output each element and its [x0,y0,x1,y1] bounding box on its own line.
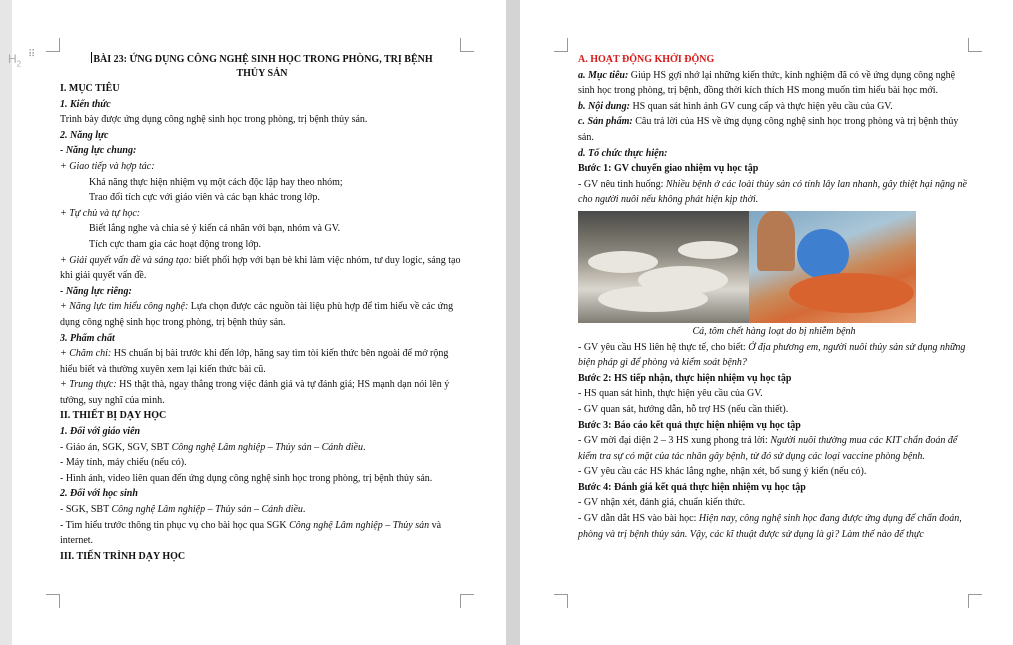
tu-chu-label: + Tự chủ và tự học: [60,207,141,219]
san-pham-paragraph: c. Sản phẩm: Câu trả lời của HS về ứng dụng công nghệ sinh học trong phòng và trị bệnh thủy sản. [578,116,959,143]
buoc-3-heading: Bước 3: Báo cáo kết quả thực hiện nhiệm vụ học tập [578,419,801,431]
trung-thuc-paragraph: + Trung thực: HS thật thà, ngay thẳng trong việc đánh giá và tự đánh giá; HS mạnh dạn nói lên ý tưởng, suy nghĩ của mình. [60,379,450,406]
section-muc-tieu: I. MỤC TIÊU [60,83,120,94]
hs-item-1: - SGK, SBT Công nghệ Lâm nghiệp – Thủy sản – Cánh diều. [60,504,306,516]
gv-item-3: - Hình ảnh, video liên quan đến ứng dụng công nghệ sinh học trong phòng, trị bệnh thủy sản. [60,472,433,484]
tu-chu-item-1: Biết lắng nghe và chia sẻ ý kiến cá nhân với bạn, nhóm và GV. [89,223,341,235]
buoc-4-item-2: - GV dẫn dắt HS vào bài học: Hiện nay, công nghệ sinh học đang được ứng dụng để chẩn đoán, phòng và trị bệnh thủy sản. Vậy, các kĩ thuật được sử dụng là gì? Làm thế nào để thực [578,513,962,540]
sub-nang-luc: 2. Năng lực [60,129,109,141]
section-thiet-bi: II. THIẾT BỊ DẠY HỌC [60,410,167,422]
hs-item-2: - Tìm hiểu trước thông tin phục vụ cho bài học qua SGK Công nghệ Lâm nghiệp – Thủy sản và internet. [60,519,442,547]
crop-mark-bottom-left [554,594,568,608]
sub-doi-voi-hs: 2. Đối với học sinh [60,488,138,500]
kien-thuc-text: Trình bày được ứng dụng công nghệ sinh học trong phòng, trị bệnh thủy sản. [60,114,368,126]
crop-mark-bottom-left [46,594,60,608]
document-page-left[interactable] [12,0,506,645]
dead-shrimp-photo[interactable] [749,211,916,323]
lesson-title: BÀI 23: ỨNG DỤNG CÔNG NGHỆ SINH HỌC TRONG PHÒNG, TRỊ BỆNH THỦY SẢN [93,54,433,79]
buoc-1-situation: - GV nêu tình huống: Nhiều bệnh ở các loài thủy sản có tính lây lan nhanh, gây thiệt hại nặng nề cho người nuôi nếu không phát hiện kịp thời. [578,178,967,206]
to-chuc-thuc-hien: d. Tổ chức thực hiện: [578,147,668,159]
buoc-2-item-1: - HS quan sát hình, thực hiện yêu cầu của GV. [578,388,763,400]
section-hoat-dong-khoi-dong: A. HOẠT ĐỘNG KHỞI ĐỘNG [578,54,715,65]
buoc-1-heading: Bước 1: GV chuyển giao nhiệm vụ học tập [578,163,759,175]
section-tien-trinh: III. TIẾN TRÌNH DẠY HỌC [60,550,186,562]
farmer-figure [757,211,795,271]
buoc-3-item-1: - GV mời đại diện 2 – 3 HS xung phong trả lời: Người nuôi thường mua các KIT chẩn đoán để kiểm tra sự có mặt của tác nhân gây bệnh, từ đó sử dụng các loại vaccine phòng bệnh. [578,435,958,462]
tim-hieu-paragraph: + Năng lực tìm hiểu công nghệ: Lựa chọn được các nguồn tài liệu phù hợp để tìm hiểu về các ứng dụng công nghệ sinh học trong phòng, trị bệnh thủy sản. [60,301,454,328]
buoc-2-heading: Bước 2: HS tiếp nhận, thực hiện nhiệm vụ học tập [578,372,792,384]
buoc-4-item-1: - GV nhận xét, đánh giá, chuẩn kiến thức. [578,497,746,509]
giai-quyet-paragraph: + Giải quyết vấn đề và sáng tạo: biết phối hợp với bạn bè khi làm việc nhóm, tư duy logic, sáng tạo khi giải quyết vấn đề. [60,254,461,282]
tu-chu-item-2: Tích cực tham gia các hoạt động trong lớp. [89,238,262,250]
sub-doi-voi-gv: 1. Đối với giáo viên [60,426,141,438]
fish-shape [678,241,738,259]
giao-tiep-item-1: Khả năng thực hiện nhiệm vụ một cách độc lập hay theo nhóm; [89,176,343,188]
giao-tiep-item-2: Trao đổi tích cực với giáo viên và các bạn khác trong lớp. [89,192,320,204]
right-page-content[interactable] [578,52,970,542]
muc-tieu-paragraph: a. Mục tiêu: Giúp HS gợi nhớ lại những kiến thức, kinh nghiệm đã có về ứng dụng công nghệ sinh học trong phòng, trị bệnh, đồng thời kích thích HS mong muốn tìm hiểu bài học mới. [578,69,956,97]
crop-mark-top-right [968,38,982,52]
page-gap [506,0,520,645]
blue-bucket [797,229,849,279]
crop-mark-top-left [46,38,60,52]
image-caption: Cá, tôm chết hàng loạt do bị nhiễm bệnh [692,325,856,337]
sub-pham-chat: 3. Phẩm chất [60,332,115,344]
buoc-1-ask: - GV yêu cầu HS liên hệ thực tế, cho biết: Ở địa phương em, người nuôi thủy sản sử dụng những biện pháp gì để phòng và kiểm soát bệnh? [578,341,966,369]
buoc-4-heading: Bước 4: Đánh giá kết quả thực hiện nhiệm vụ học tập [578,481,806,493]
shrimp-pile [789,273,914,313]
noi-dung-paragraph: b. Nội dung: HS quan sát hình ảnh GV cung cấp và thực hiện yêu cầu của GV. [578,100,893,112]
buoc-2-item-2: - GV quan sát, hướng dẫn, hỗ trợ HS (nếu cần thiết). [578,403,789,415]
nang-luc-chung: - Năng lực chung: [60,145,137,157]
gv-item-1: - Giáo án, SGK, SGV, SBT Công nghệ Lâm nghiệp – Thủy sản – Cánh diều. [60,441,366,453]
sub-kien-thuc: 1. Kiến thức [60,98,111,110]
fish-shape [588,251,658,273]
dead-fish-photo[interactable] [578,211,749,323]
drag-handle-icon[interactable]: ⠿ [28,49,37,60]
buoc-3-item-2: - GV yêu cầu các HS khác lắng nghe, nhận xét, bổ sung ý kiến (nếu có). [578,466,867,478]
giao-tiep-label: + Giao tiếp và hợp tác: [60,160,155,172]
fish-shape [598,286,708,312]
dead-fish-images[interactable] [578,211,916,323]
heading-level-indicator: $H_2$ [8,52,22,69]
left-page-content[interactable] [60,52,464,564]
crop-mark-top-left [554,38,568,52]
nang-luc-rieng: - Năng lực riêng: [60,285,132,297]
crop-mark-top-right [460,38,474,52]
crop-mark-bottom-right [968,594,982,608]
cham-chi-paragraph: + Chăm chỉ: HS chuẩn bị bài trước khi đến lớp, hăng say tìm tòi kiến thức bên ngoài để mở rộng hiểu biết và thường xuyên xem lại kiến thức bài cũ. [60,348,449,375]
gv-item-2: - Máy tính, máy chiếu (nếu có). [60,457,187,469]
document-page-right[interactable] [520,0,1013,645]
crop-mark-bottom-right [460,594,474,608]
